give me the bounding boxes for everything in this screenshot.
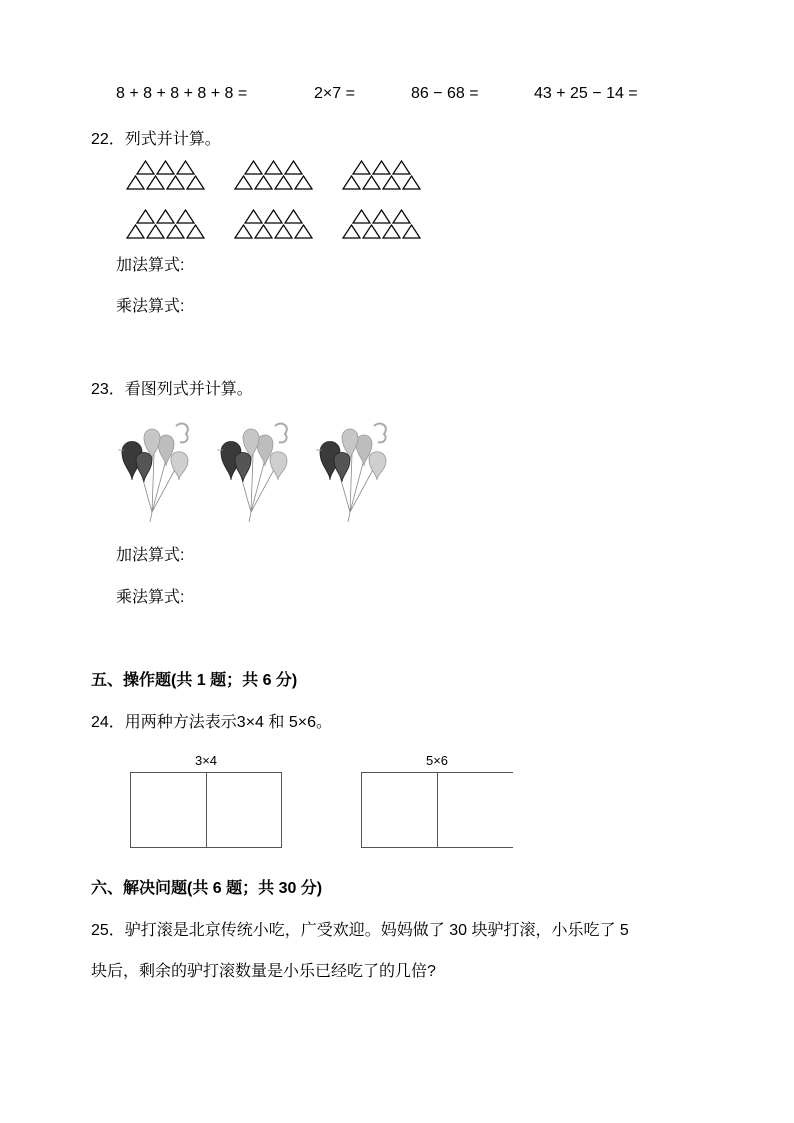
triangle-group <box>126 209 205 239</box>
triangle-icon <box>284 160 303 175</box>
triangle-icon <box>234 175 253 190</box>
triangle-row-top <box>352 209 421 224</box>
question-25-line-1: 25．驴打滚是北京传统小吃，广受欢迎。妈妈做了 30 块驴打滚，小乐吃了 5 <box>91 922 629 939</box>
triangle-icon <box>294 224 313 239</box>
equation-1: 8 + 8 + 8 + 8 + 8 = <box>116 85 248 102</box>
question-24-title: 24．用两种方法表示3×4 和 5×6。 <box>91 714 332 731</box>
triangle-icon <box>186 175 205 190</box>
triangle-group <box>342 209 421 239</box>
triangle-icon <box>146 175 165 190</box>
triangle-icon <box>244 160 263 175</box>
triangle-icon <box>176 209 195 224</box>
triangle-icon <box>342 224 361 239</box>
answer-box-1[interactable] <box>130 772 282 848</box>
triangle-icon <box>274 175 293 190</box>
triangle-icon <box>382 224 401 239</box>
triangle-row-bottom <box>126 175 205 190</box>
triangle-icon <box>392 160 411 175</box>
answer-box-cell[interactable] <box>131 773 206 847</box>
triangle-icon <box>352 209 371 224</box>
triangle-row-top <box>244 160 313 175</box>
triangle-icon <box>146 224 165 239</box>
triangle-row-bottom <box>342 224 421 239</box>
triangle-icon <box>126 175 145 190</box>
q23-multiplication-label: 乘法算式: <box>116 589 185 606</box>
triangle-icon <box>362 224 381 239</box>
triangle-icon <box>166 175 185 190</box>
section-5-heading: 五、操作题(共 1 题；共 6 分) <box>91 672 298 689</box>
triangle-row-bottom <box>234 224 313 239</box>
triangle-icon <box>402 224 421 239</box>
equation-4: 43 + 25 − 14 = <box>534 85 638 102</box>
triangle-icon <box>176 160 195 175</box>
triangle-icon <box>274 224 293 239</box>
triangle-icon <box>234 224 253 239</box>
triangle-icon <box>372 209 391 224</box>
triangle-icon <box>284 209 303 224</box>
question-25-line-2: 块后，剩余的驴打滚数量是小乐已经吃了的几倍? <box>91 963 436 980</box>
triangle-icon <box>156 209 175 224</box>
equation-3: 86 − 68 = <box>411 85 479 102</box>
triangle-icon <box>136 160 155 175</box>
triangle-icon <box>382 175 401 190</box>
section-6-heading: 六、解决问题(共 6 题；共 30 分) <box>91 880 323 897</box>
triangle-group <box>126 160 205 190</box>
triangle-row-bottom <box>126 224 205 239</box>
triangle-icon <box>392 209 411 224</box>
triangle-row-top <box>244 209 313 224</box>
q23-addition-label: 加法算式: <box>116 547 185 564</box>
answer-box-cell[interactable] <box>206 773 282 847</box>
triangle-icon <box>342 175 361 190</box>
triangle-icon <box>264 160 283 175</box>
triangle-group <box>342 160 421 190</box>
triangle-icon <box>264 209 283 224</box>
triangle-icon <box>294 175 313 190</box>
triangle-row-bottom <box>342 175 421 190</box>
triangle-icon <box>126 224 145 239</box>
triangle-icon <box>156 160 175 175</box>
triangle-icon <box>372 160 391 175</box>
triangle-icon <box>352 160 371 175</box>
triangle-group <box>234 160 313 190</box>
triangle-row-top <box>352 160 421 175</box>
triangle-icon <box>254 224 273 239</box>
triangle-icon <box>402 175 421 190</box>
answer-box-cell[interactable] <box>362 773 437 847</box>
answer-box-2[interactable] <box>361 772 513 848</box>
box-caption-1: 3×4 <box>194 753 218 768</box>
balloon-bunch-icon <box>215 414 295 524</box>
balloon-bunch-icon <box>314 414 394 524</box>
triangle-row-top <box>136 160 205 175</box>
triangle-icon <box>244 209 263 224</box>
triangle-icon <box>254 175 273 190</box>
triangle-icon <box>166 224 185 239</box>
triangle-icon <box>362 175 381 190</box>
triangle-icon <box>186 224 205 239</box>
triangle-group <box>234 209 313 239</box>
triangle-row-top <box>136 209 205 224</box>
triangle-icon <box>136 209 155 224</box>
triangle-row-bottom <box>234 175 313 190</box>
answer-box-cell[interactable] <box>437 773 513 847</box>
box-caption-2: 5×6 <box>425 753 449 768</box>
equation-2: 2×7 = <box>314 85 355 102</box>
balloon-bunch-icon <box>116 414 196 524</box>
question-22-title: 22．列式并计算。 <box>91 131 221 148</box>
q22-multiplication-label: 乘法算式: <box>116 298 185 315</box>
q22-addition-label: 加法算式: <box>116 257 185 274</box>
question-23-title: 23．看图列式并计算。 <box>91 381 253 398</box>
